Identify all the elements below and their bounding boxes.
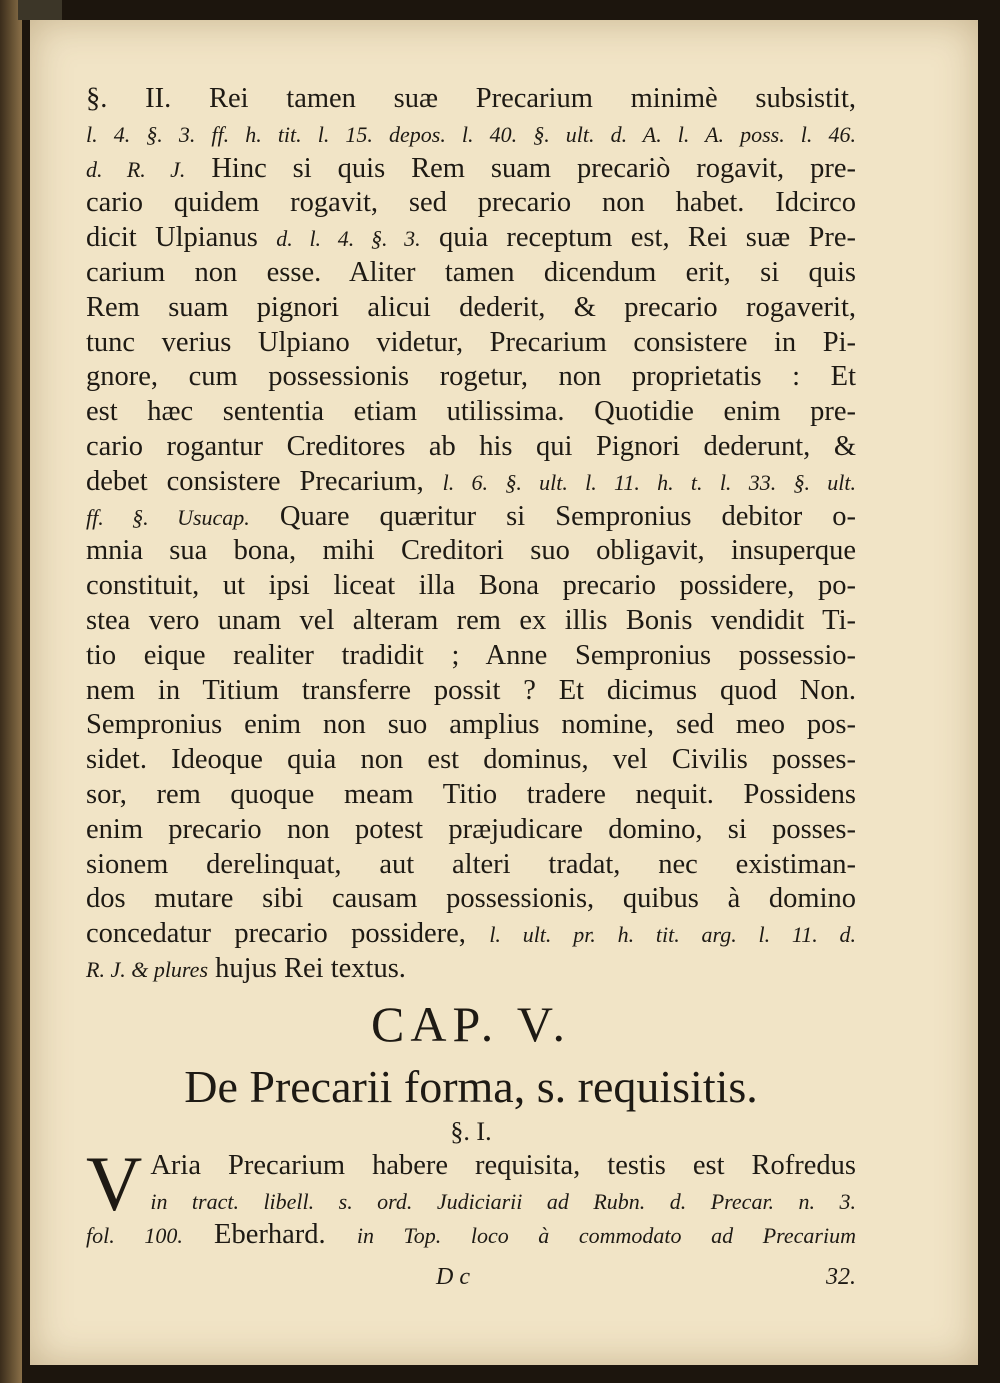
text-line — [86, 221, 856, 256]
citation-text: in Top. loco à commodato ad Precarium — [356, 1223, 856, 1249]
text-line — [86, 291, 856, 326]
body-text: est hæc sententia etiam utilissima. Quotidie enim pre- — [86, 396, 856, 428]
body-text: debet consistere Precarium, — [86, 465, 443, 497]
citation-text: in tract. libell. s. ord. Judiciarii ad Rubn. d. Precar. n. 3. — [150, 1188, 856, 1214]
body-text: tunc verius Ulpiano videtur, Precarium consistere in Pi- — [86, 326, 856, 358]
body-text: carium non esse. Aliter tamen dicendum erit, si quis — [86, 256, 856, 288]
body-text: Eberhard. — [182, 1219, 357, 1251]
page-text — [86, 82, 856, 1253]
body-text: cario rogantur Creditores ab his qui Pignori dederunt, & — [86, 430, 856, 462]
citation-text: R. J. & plures — [86, 956, 208, 982]
text-line — [86, 882, 856, 917]
text-line — [86, 430, 856, 465]
text-line — [86, 848, 856, 883]
catchword: 32. — [826, 1264, 856, 1290]
body-text: mnia sua bona, mihi Creditori suo obligavit, insuperque — [86, 535, 856, 567]
text-line — [86, 778, 856, 813]
chapter-title: CAP. V. — [371, 995, 571, 1052]
text-line — [86, 326, 856, 361]
text-line — [86, 500, 856, 535]
text-line — [86, 639, 856, 674]
body-text: Hinc si quis Rem suam precariò rogavit, pre- — [185, 152, 856, 184]
text-line — [86, 1218, 856, 1253]
text-line — [86, 360, 856, 395]
text-line — [86, 569, 856, 604]
text-line — [86, 152, 856, 187]
text-line — [86, 186, 856, 221]
body-text: Aria Precarium habere requisita, testis est Rofredus — [150, 1149, 856, 1181]
chapter-subtitle: De Precarii forma, s. requisitis. — [184, 1060, 758, 1112]
text-line — [86, 256, 856, 291]
citation-text: fol. 100. — [86, 1223, 183, 1249]
citation-text: d. R. J. — [86, 156, 186, 182]
body-text: Quare quæritur si Sempronius debitor o- — [249, 500, 856, 532]
signature-mark: D c — [436, 1264, 470, 1290]
body-text: Rem suam pignori alicui dederit, & precario rogaverit, — [86, 291, 856, 323]
text-line — [86, 395, 856, 430]
drop-cap: V — [86, 1139, 143, 1227]
body-text: constituit, ut ipsi liceat illa Bona precario possidere, po- — [86, 570, 856, 602]
body-text: hujus Rei textus. — [208, 952, 406, 984]
body-text: stea vero unam vel alteram rem ex illis Bonis vendidit Ti- — [86, 604, 856, 636]
citation-text: d. l. 4. §. 3. — [276, 226, 421, 252]
text-line — [86, 813, 856, 848]
text-line — [86, 534, 856, 569]
body-text: Sempronius enim non suo amplius nomine, sed meo pos- — [86, 709, 856, 741]
body-text: dos mutare sibi causam possessionis, quibus à domino — [86, 883, 856, 915]
citation-text: l. ult. pr. h. tit. arg. l. 11. d. — [489, 922, 856, 948]
body-text: quia receptum est, Rei suæ Pre- — [420, 222, 856, 254]
body-text: sionem derelinquat, aut alteri tradat, nec existiman- — [86, 848, 856, 880]
text-line — [86, 674, 856, 709]
body-text: sor, rem quoque meam Titio tradere nequit. Possidens — [86, 778, 856, 810]
body-text: dicit Ulpianus — [86, 222, 277, 254]
text-line — [86, 117, 856, 152]
text-line — [86, 917, 856, 952]
body-text: sidet. Ideoque quia non est dominus, vel Civilis posses- — [86, 744, 856, 776]
section-mark: §. I. — [450, 1116, 492, 1146]
body-text: cario quidem rogavit, sed precario non habet. Idcirco — [86, 187, 856, 219]
text-line — [86, 82, 856, 117]
text-line — [86, 604, 856, 639]
section-paragraph — [86, 1139, 856, 1253]
body-text: enim precario non potest præjudicare domino, si posses- — [86, 813, 856, 845]
text-line — [86, 952, 856, 987]
body-text: gnore, cum possessionis rogetur, non proprietatis : Et — [86, 361, 856, 393]
citation-text: l. 4. §. 3. ff. h. tit. l. 15. depos. l. 40. §. ult. d. A. l. A. poss. l. 46. — [86, 121, 856, 147]
citation-text: ff. §. Usucap. — [86, 504, 250, 530]
body-text: §. II. Rei tamen suæ Precarium minimè subsistit, — [86, 83, 856, 114]
text-line — [150, 1184, 856, 1219]
body-text: tio eique realiter tradidit ; Anne Sempronius possessio- — [86, 639, 856, 671]
text-line — [86, 743, 856, 778]
main-paragraph — [86, 82, 856, 987]
body-text: nem in Titium transferre possit ? Et dicimus quod Non. — [86, 674, 856, 706]
scan-corner-mark — [18, 0, 62, 20]
citation-text: l. 6. §. ult. l. 11. h. t. l. 33. §. ult. — [442, 469, 856, 495]
text-line — [86, 465, 856, 500]
text-line — [86, 708, 856, 743]
section-lines — [86, 1139, 856, 1253]
body-text: concedatur precario possidere, — [86, 918, 490, 950]
text-line — [150, 1149, 856, 1184]
book-edge — [0, 0, 22, 1383]
